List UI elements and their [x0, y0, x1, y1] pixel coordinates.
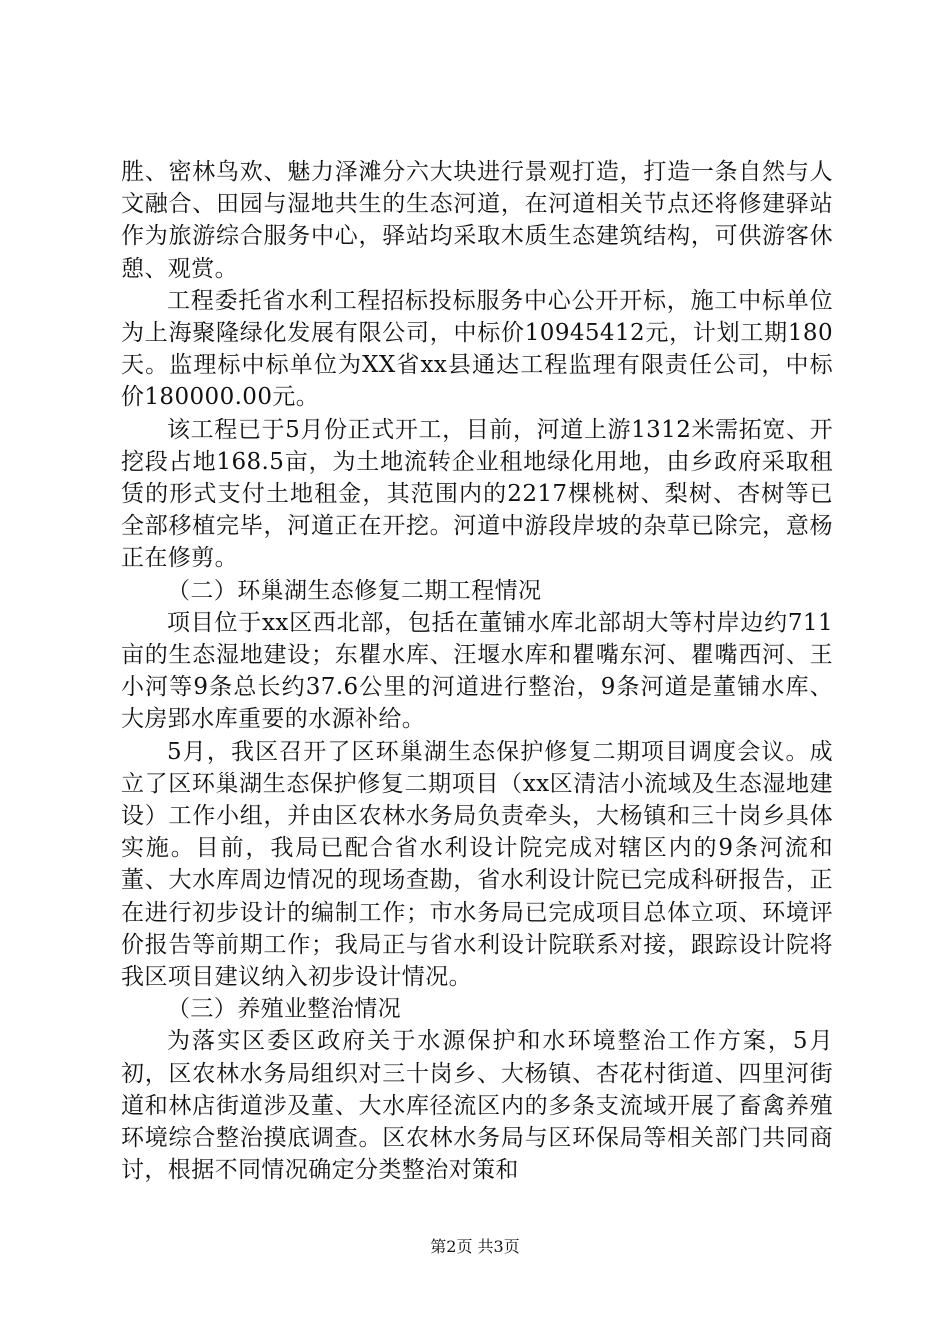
- section-heading-3: （三）养殖业整治情况: [167, 996, 401, 1023]
- paragraph-6: 为落实区委区政府关于水源保护和水环境整治工作方案，5月初，区农林水务局组织对三十岗乡、大杨镇、杏花村街道、四里河街道和林店街道涉及董、大水库径流区内的多条支流域开展了畜禽养殖环境综合整治摸底调查。区农林水务局与区环保局等相关部门共同商讨，根据不同情况确定分类整治对策和: [121, 1028, 833, 1184]
- paragraph-1: 胜、密林鸟欢、魅力泽滩分六大块进行景观打造，打造一条自然与人文融合、田园与湿地共生的生态河道，在河道相关节点还将修建驿站作为旅游综合服务中心，驿站均采取木质生态建筑结构，可供游客休憩、观赏。: [121, 159, 833, 282]
- document-body: [121, 156, 833, 1187]
- section-heading-2: （二）环巢湖生态修复二期工程情况: [167, 577, 542, 604]
- paragraph-2: 工程委托省水利工程招标投标服务中心公开开标，施工中标单位为上海聚隆绿化发展有限公司，中标价10945412元，计划工期180天。监理标中标单位为XX省xx县通达工程监理有限责任公司，中标价180000.00元。: [121, 287, 833, 411]
- paragraph-5: 5月，我区召开了区环巢湖生态保护修复二期项目调度会议。成立了区环巢湖生态保护修复二期项目（xx区清洁小流域及生态湿地建设）工作小组，并由区农林水务局负责牵头，大杨镇和三十岗乡具体实施。目前，我局已配合省水利设计院完成对辖区内的9条河流和董、大水库周边情况的现场查勘，省水利设计院已完成科研报告，正在进行初步设计的编制工作；市水务局已完成项目总体立项、环境评价报告等前期工作；我局正与省水利设计院联系对接，跟踪设计院将我区项目建议纳入初步设计情况。: [121, 738, 833, 991]
- page-footer: [0, 1237, 950, 1257]
- paragraph-4: 项目位于xx区西北部，包括在董铺水库北部胡大等村岸边约711亩的生态湿地建设；东瞿水库、汪堰水库和瞿嘴东河、瞿嘴西河、王小河等9条总长约37.6公里的河道进行整治，9条河道是董铺水库、大房郢水库重要的水源补给。: [121, 609, 833, 733]
- paragraph-3: 该工程已于5月份正式开工，目前，河道上游1312米需拓宽、开挖段占地168.5亩，为土地流转企业租地绿化用地，由乡政府采取租赁的形式支付土地租金，其范围内的2217棵桃树、梨树、杏树等已全部移植完毕，河道正在开挖。河道中游段岸坡的杂草已除完，意杨正在修剪。: [121, 416, 833, 572]
- page-number-label: 第2页 共3页: [430, 1237, 520, 1256]
